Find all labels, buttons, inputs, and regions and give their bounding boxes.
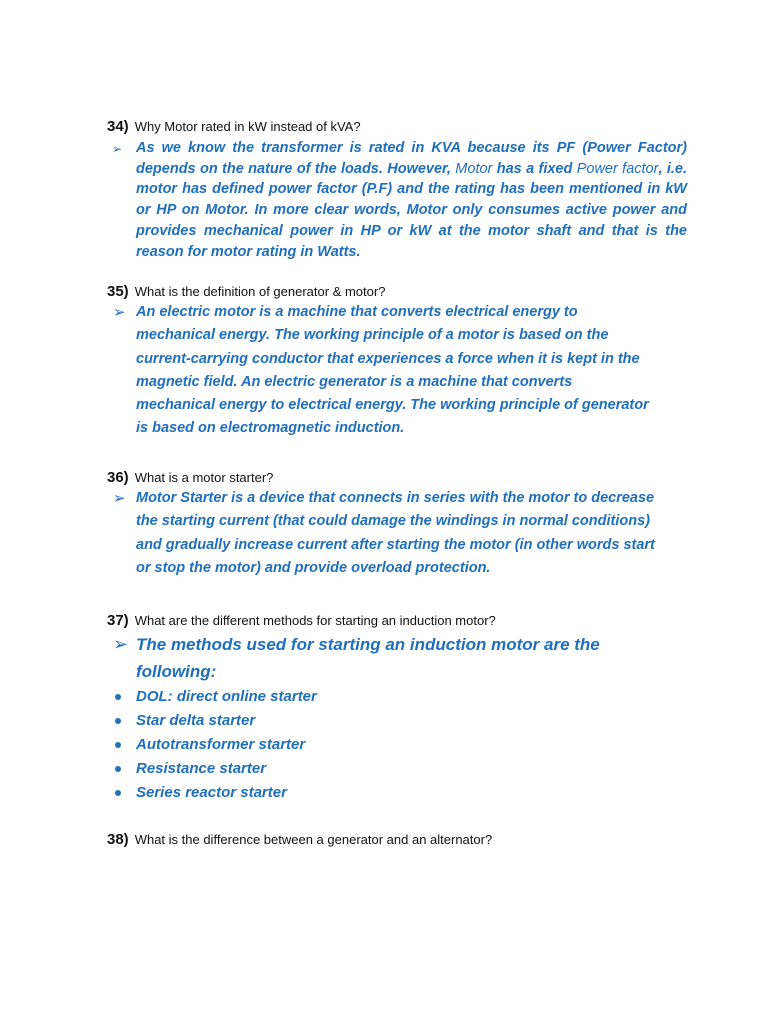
question-35-header [107,283,687,300]
question-37-header [107,612,687,629]
question-37 [107,612,687,805]
answer-text [136,138,687,262]
arrow-bullet-icon: ➢ [113,490,126,507]
answer-37 [107,631,647,685]
question-text: What is the difference between a generator and an alternator? [134,832,493,847]
question-34 [107,118,687,262]
question-36 [107,469,687,580]
bullet-dot-icon [115,766,121,772]
list-item-label: DOL: direct online starter [136,688,317,705]
question-34-header [107,118,687,135]
list-item-label: Resistance starter [136,760,267,777]
answer-part: Motor [455,160,493,177]
answer-text: Motor Starter is a device that connects in series with the motor to decrease the starting current (that could damage the windings in normal conditions) and gradually increase current after starting the motor (in other words start or stop the motor) and provide overload protection. [136,490,655,576]
answer-35 [107,301,652,441]
arrow-bullet-icon: ➢ [112,142,123,156]
bullet-dot-icon [115,790,121,796]
question-number: 35) [107,283,129,300]
answer-text: An electric motor is a machine that converts electrical energy to mechanical energy. The working principle of a motor is based on the current-carrying conductor that experiences a force when it is kept in the magnetic field. An electric generator is a machine that converts mechanical energy to electrical energy. The working principle of generator is based on electromagnetic induction. [136,304,649,437]
question-number: 34) [107,118,129,135]
bullet-dot-icon [115,694,121,700]
question-text: What are the different methods for starting an induction motor? [134,613,496,628]
list-item [107,685,687,709]
question-number: 37) [107,612,129,629]
starting-methods-list [107,685,687,805]
bullet-dot-icon [115,718,121,724]
question-text: Why Motor rated in kW instead of kVA? [134,119,361,134]
bullet-dot-icon [115,742,121,748]
arrow-bullet-icon: ➢ [113,634,129,654]
arrow-bullet-icon: ➢ [113,304,126,321]
list-item [107,781,687,805]
list-item [107,733,687,757]
answer-part: As we know the transformer is rated in KVA because its PF (Power Factor) depends on the nature of the loads. However, [136,140,687,177]
question-38 [107,831,687,848]
question-text: What is a motor starter? [134,470,274,485]
question-36-header [107,469,687,486]
list-item-label: Series reactor starter [136,784,287,801]
list-item [107,757,687,781]
answer-34 [107,138,687,262]
list-item [107,709,687,733]
question-38-header [107,831,687,848]
answer-part: has a fixed [492,160,577,177]
question-number: 36) [107,469,129,486]
question-35 [107,283,687,441]
answer-part: , i.e. motor has defined power factor (P.F) and the rating has been mentioned in kW or HP on Motor. In more clear words, Motor only consumes active power and provides mechanical power in HP or kW at the motor shaft and that is the reason for motor rating in Watts. [136,160,687,260]
answer-36 [107,487,672,580]
list-item-label: Autotransformer starter [136,736,306,753]
question-text: What is the definition of generator & motor? [134,284,386,299]
list-item-label: Star delta starter [136,712,256,729]
answer-text: The methods used for starting an induction motor are the following: [136,635,600,681]
answer-part: Power factor [576,160,659,177]
question-number: 38) [107,831,129,848]
